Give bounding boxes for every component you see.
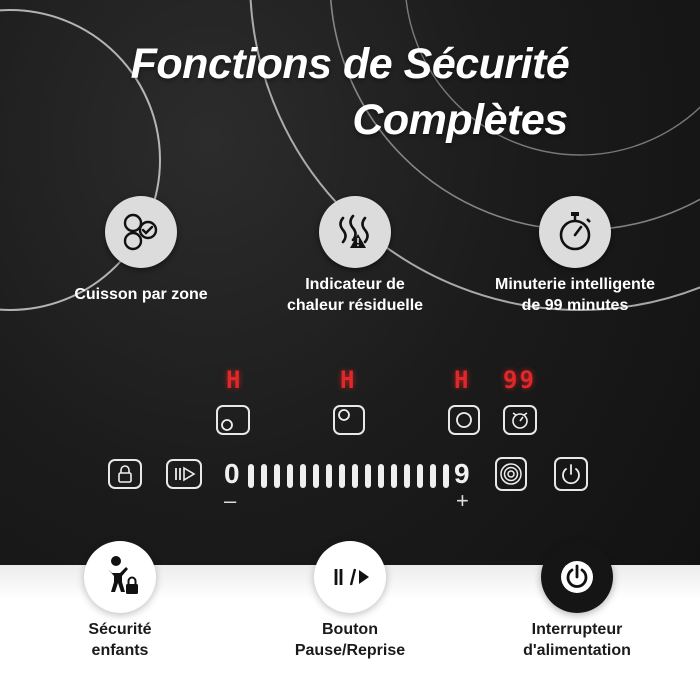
feature-label-line-1: Interrupteur [531,621,623,638]
slider-segment [287,464,293,488]
feature-label: Cuisson par zone [74,286,208,303]
slider-segment [391,464,397,488]
feature-label-line-1: Bouton [322,621,378,638]
timer-button[interactable] [503,405,537,435]
slider-segment [430,464,436,488]
zone-2-residual-indicator: H [340,366,355,394]
slider-segment [365,464,371,488]
title-line-2: Complètes [352,96,568,144]
slider-segment [261,464,267,488]
slider-segment [339,464,345,488]
child-lock-button[interactable] [108,459,142,489]
feature-label-line-2: de 99 minutes [521,297,629,314]
timer-display: 99 [503,366,536,394]
feature-label-line-1: Indicateur de [305,276,405,293]
feature-label-line-1: Minuterie intelligente [494,276,655,293]
heat-warning-icon [319,196,391,268]
slider-max-label: 9 [454,458,470,489]
boost-button[interactable] [495,457,527,491]
feature-child-lock [20,541,220,661]
slider-segment [378,464,384,488]
power-level-slider[interactable] [224,458,474,498]
pause-resume-button[interactable] [166,459,202,489]
feature-label-line-2: enfants [91,642,149,659]
zone-2-select-button[interactable] [333,405,365,435]
feature-label-line-2: chaleur résiduelle [286,297,424,314]
slider-segment [404,464,410,488]
zones-check-icon [105,196,177,268]
feature-label-line-2: d'alimentation [523,642,631,659]
zone-1-select-button[interactable] [216,405,250,435]
feature-label-line-2: Pause/Reprise [294,642,406,659]
feature-residual-heat [255,196,455,316]
slider-segment [352,464,358,488]
slider-segment [300,464,306,488]
feature-power-switch [477,541,677,661]
feature-zone-cooking [41,196,241,305]
slider-segment [313,464,319,488]
slider-segment [248,464,254,488]
child-lock-icon [84,541,156,613]
title-line-1: Fonctions de Sécurité [130,40,570,88]
zone-1-residual-indicator: H [226,366,241,394]
zone-3-select-button[interactable] [448,405,480,435]
feature-timer [475,196,675,316]
slider-segment [274,464,280,488]
stopwatch-icon [539,196,611,268]
feature-label-line-1: Sécurité [88,621,152,638]
slider-segment [443,464,449,488]
pause-play-icon [314,541,386,613]
feature-pause-resume [250,541,450,661]
zone-3-residual-indicator: H [454,366,469,394]
slider-min-label: 0 [224,458,240,489]
power-icon [541,541,613,613]
minus-sign: – [224,488,237,513]
plus-sign: + [456,488,469,513]
slider-segment [417,464,423,488]
power-button[interactable] [554,457,588,491]
slider-segment [326,464,332,488]
